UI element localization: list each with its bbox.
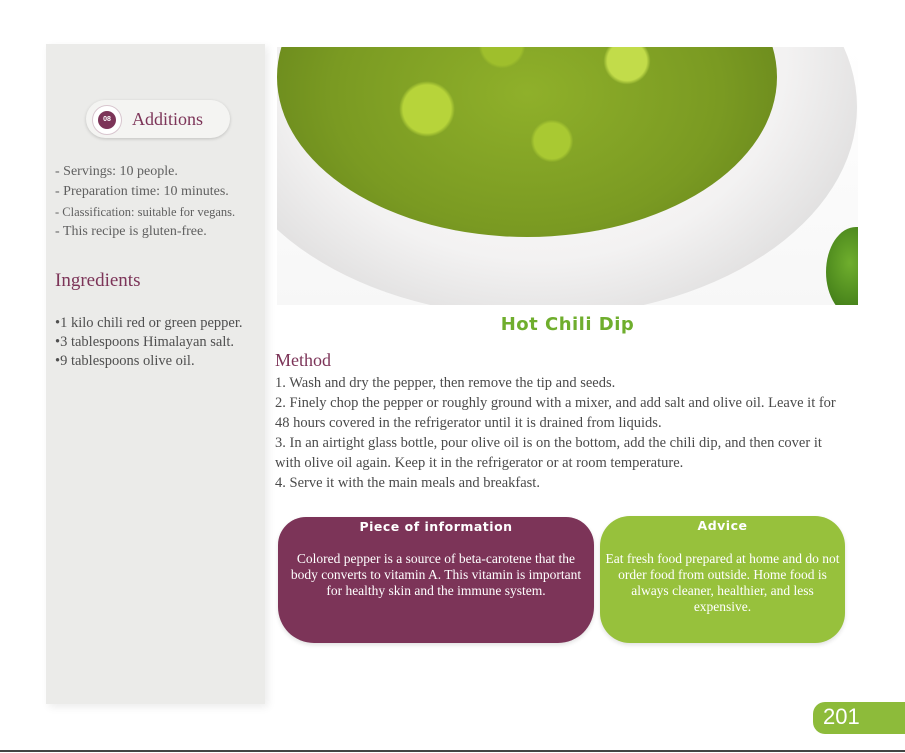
info-preparation-time: - Preparation time: 10 minutes. (55, 184, 229, 199)
pepper-leaf-image (826, 227, 858, 305)
recipe-title: Hot Chili Dip (500, 314, 635, 335)
info-card-title: Piece of information (359, 519, 513, 534)
info-gluten-free: - This recipe is gluten-free. (55, 224, 207, 239)
method-step: 2. Finely chop the pepper or roughly ground with a mixer, and add salt and olive oil. Leave it for 48 hours covered in the refrigerator until it is drained from liquids. (275, 395, 836, 431)
ingredient-item: •1 kilo chili red or green pepper. (55, 315, 243, 331)
advice-card-title: Advice (697, 518, 748, 533)
info-card (278, 517, 594, 643)
method-step: 3. In an airtight glass bottle, pour olive oil is on the bottom, add the chili dip, and then cover it with olive oil again. Keep it in the refrigerator or at room temperature. (275, 435, 822, 471)
bottom-rule (0, 750, 905, 752)
section-label (86, 100, 230, 138)
method-step: 4. Serve it with the main meals and breakfast. (275, 475, 540, 491)
method-steps (275, 373, 847, 493)
info-classification: - Classification: suitable for vegans. (55, 205, 236, 219)
ingredient-item: •3 tablespoons Himalayan salt. (55, 334, 235, 350)
method-step: 1. Wash and dry the pepper, then remove the tip and seeds. (275, 375, 616, 391)
sidebar (46, 44, 265, 704)
info-card-body: Colored pepper is a source of beta-carotene that the body converts to vitamin A. This vitamin is important for healthy skin and the immune system. (290, 551, 582, 598)
section-number-badge (92, 105, 122, 135)
section-number: 08 (98, 111, 116, 129)
advice-card-body: Eat fresh food prepared at home and do not order food from outside. Home food is always cleaner, healthier, and less expensive. (605, 551, 840, 614)
section-title: Additions (132, 109, 204, 129)
recipe-info-list (55, 162, 235, 242)
info-servings: - Servings: 10 people. (55, 164, 178, 179)
advice-card (600, 516, 845, 643)
recipe-photo (277, 47, 858, 305)
page-number: 201 (813, 702, 905, 734)
method-heading: Method (275, 350, 331, 370)
ingredients-heading: Ingredients (55, 270, 141, 291)
ingredient-item: •9 tablespoons olive oil. (55, 353, 195, 369)
ingredients-list (55, 314, 242, 371)
